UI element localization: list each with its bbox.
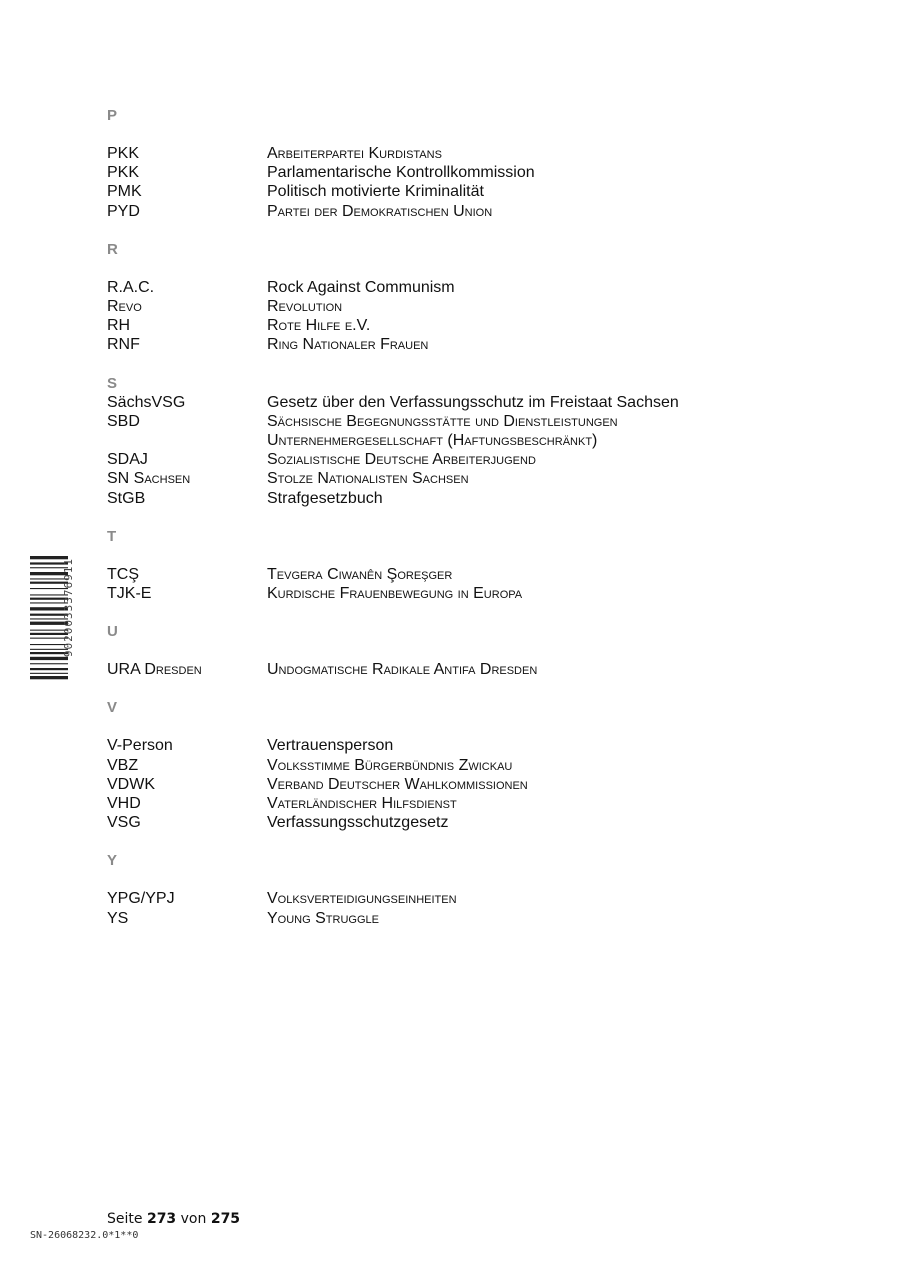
abbreviation-row	[107, 450, 827, 469]
abbreviation: SN Sachsen	[107, 470, 191, 488]
abbreviation-row	[107, 182, 827, 201]
definition: Ring Nationaler Frauen	[267, 336, 429, 354]
section-spacer	[107, 546, 827, 565]
barcode-bar	[30, 657, 68, 660]
section-letter: S	[107, 374, 118, 392]
section-letter: R	[107, 240, 118, 258]
abbreviation: Revo	[107, 298, 142, 316]
abbreviation: V-Person	[107, 737, 173, 755]
abbreviation-row	[107, 202, 827, 221]
abbreviation-list	[107, 106, 827, 947]
abbreviation: TCŞ	[107, 565, 139, 583]
section-gap	[107, 221, 827, 240]
definition: Rock Against Communism	[267, 278, 455, 296]
barcode-bar	[30, 663, 68, 664]
footer-middle: von	[180, 1211, 207, 1227]
section-letter: V	[107, 699, 118, 717]
barcode-bar	[30, 668, 68, 670]
definition: Politisch motivierte Kriminalität	[267, 183, 484, 201]
definition: Vertrauensperson	[267, 737, 394, 755]
abbreviation-row	[107, 412, 827, 431]
section-spacer	[107, 125, 827, 144]
abbreviation-row	[107, 431, 827, 450]
abbreviation: URA Dresden	[107, 661, 202, 679]
abbreviation: TJK-E	[107, 585, 152, 603]
section-letter: T	[107, 527, 117, 545]
abbreviation: RNF	[107, 336, 140, 354]
abbreviation-row	[107, 316, 827, 335]
definition: Undogmatische Radikale Antifa Dresden	[267, 661, 538, 679]
section-u	[107, 622, 827, 698]
section-spacer	[107, 870, 827, 889]
section-letter: U	[107, 623, 118, 641]
definition: Vaterländischer Hilfsdienst	[267, 795, 457, 813]
section-gap	[107, 355, 827, 374]
section-letter: P	[107, 107, 118, 124]
definition: Kurdische Frauenbewegung in Europa	[267, 585, 523, 603]
definition: Stolze Nationalisten Sachsen	[267, 470, 469, 488]
abbreviation: PKK	[107, 164, 140, 182]
definition: Gesetz über den Verfassungsschutz im Freistaat Sachsen	[267, 393, 679, 411]
definition: Partei der Demokratischen Union	[267, 202, 493, 220]
abbreviation-row	[107, 297, 827, 316]
section-gap	[107, 832, 827, 851]
page-footer	[107, 1211, 240, 1227]
definition: Sächsische Begegnungsstätte und Dienstleistungen	[267, 412, 618, 430]
abbreviation: VBZ	[107, 756, 139, 774]
section-gap	[107, 603, 827, 622]
abbreviation-row	[107, 756, 827, 775]
abbreviation-row	[107, 909, 827, 928]
definition: Tevgera Ciwanên Şoreşger	[267, 565, 453, 583]
section-y	[107, 851, 827, 946]
abbreviation: PYD	[107, 202, 140, 220]
abbreviation: SDAJ	[107, 451, 148, 469]
abbreviation: R.A.C.	[107, 278, 155, 296]
section-p	[107, 106, 827, 240]
abbreviation: YPG/YPJ	[107, 890, 175, 908]
abbreviation-row	[107, 469, 827, 488]
section-spacer	[107, 717, 827, 736]
abbreviation: VDWK	[107, 775, 155, 793]
abbreviation	[107, 431, 267, 450]
section-s	[107, 374, 827, 527]
abbreviation-row	[107, 813, 827, 832]
section-v	[107, 698, 827, 851]
abbreviation-row	[107, 584, 827, 603]
abbreviation-row	[107, 736, 827, 755]
definition: Volksverteidigungseinheiten	[267, 890, 457, 908]
abbreviation: RH	[107, 317, 131, 335]
abbreviation-row	[107, 889, 827, 908]
definition: Young Struggle	[267, 909, 379, 927]
abbreviation-row	[107, 163, 827, 182]
abbreviation: VHD	[107, 795, 141, 813]
abbreviation-row	[107, 775, 827, 794]
section-spacer	[107, 259, 827, 278]
abbreviation-row	[107, 794, 827, 813]
definition: Unternehmergesellschaft (Haftungsbeschränkt)	[267, 432, 598, 450]
abbreviation: SBD	[107, 412, 140, 430]
abbreviation: SächsVSG	[107, 393, 186, 411]
abbreviation-row	[107, 565, 827, 584]
abbreviation: YS	[107, 909, 129, 927]
definition: Arbeiterpartei Kurdistans	[267, 145, 442, 162]
section-t	[107, 527, 827, 622]
current-page-number: 273	[146, 1211, 177, 1227]
section-r	[107, 240, 827, 374]
abbreviation-row	[107, 489, 827, 508]
barcode-bar	[30, 673, 68, 674]
definition: Verband Deutscher Wahlkommissionen	[267, 775, 528, 793]
definition: Verfassungsschutzgesetz	[267, 814, 449, 832]
definition: Sozialistische Deutsche Arbeiterjugend	[267, 451, 536, 469]
barcode-bar	[30, 676, 68, 679]
abbreviation: PKK	[107, 145, 140, 162]
section-gap	[107, 679, 827, 698]
definition: Parlamentarische Kontrollkommission	[267, 164, 535, 182]
total-page-count: 275	[210, 1211, 241, 1227]
barcode-digits: 9020033376911	[62, 558, 75, 658]
definition: Rote Hilfe e.V.	[267, 317, 371, 335]
document-id: SN-26068232.0*1**0	[30, 1230, 139, 1241]
abbreviation-row	[107, 144, 827, 163]
definition: Volksstimme Bürgerbündnis Zwickau	[267, 756, 513, 774]
section-gap	[107, 508, 827, 527]
section-spacer	[107, 641, 827, 660]
section-letter: Y	[107, 852, 118, 870]
footer-prefix: Seite	[107, 1211, 143, 1227]
abbreviation-row	[107, 278, 827, 297]
abbreviation-row	[107, 660, 827, 679]
abbreviation: PMK	[107, 183, 142, 201]
definition: Revolution	[267, 298, 343, 316]
definition: Strafgesetzbuch	[267, 489, 383, 507]
abbreviation-row	[107, 393, 827, 412]
section-gap	[107, 928, 827, 947]
abbreviation: VSG	[107, 814, 141, 832]
abbreviation-row	[107, 335, 827, 354]
abbreviation: StGB	[107, 489, 146, 507]
